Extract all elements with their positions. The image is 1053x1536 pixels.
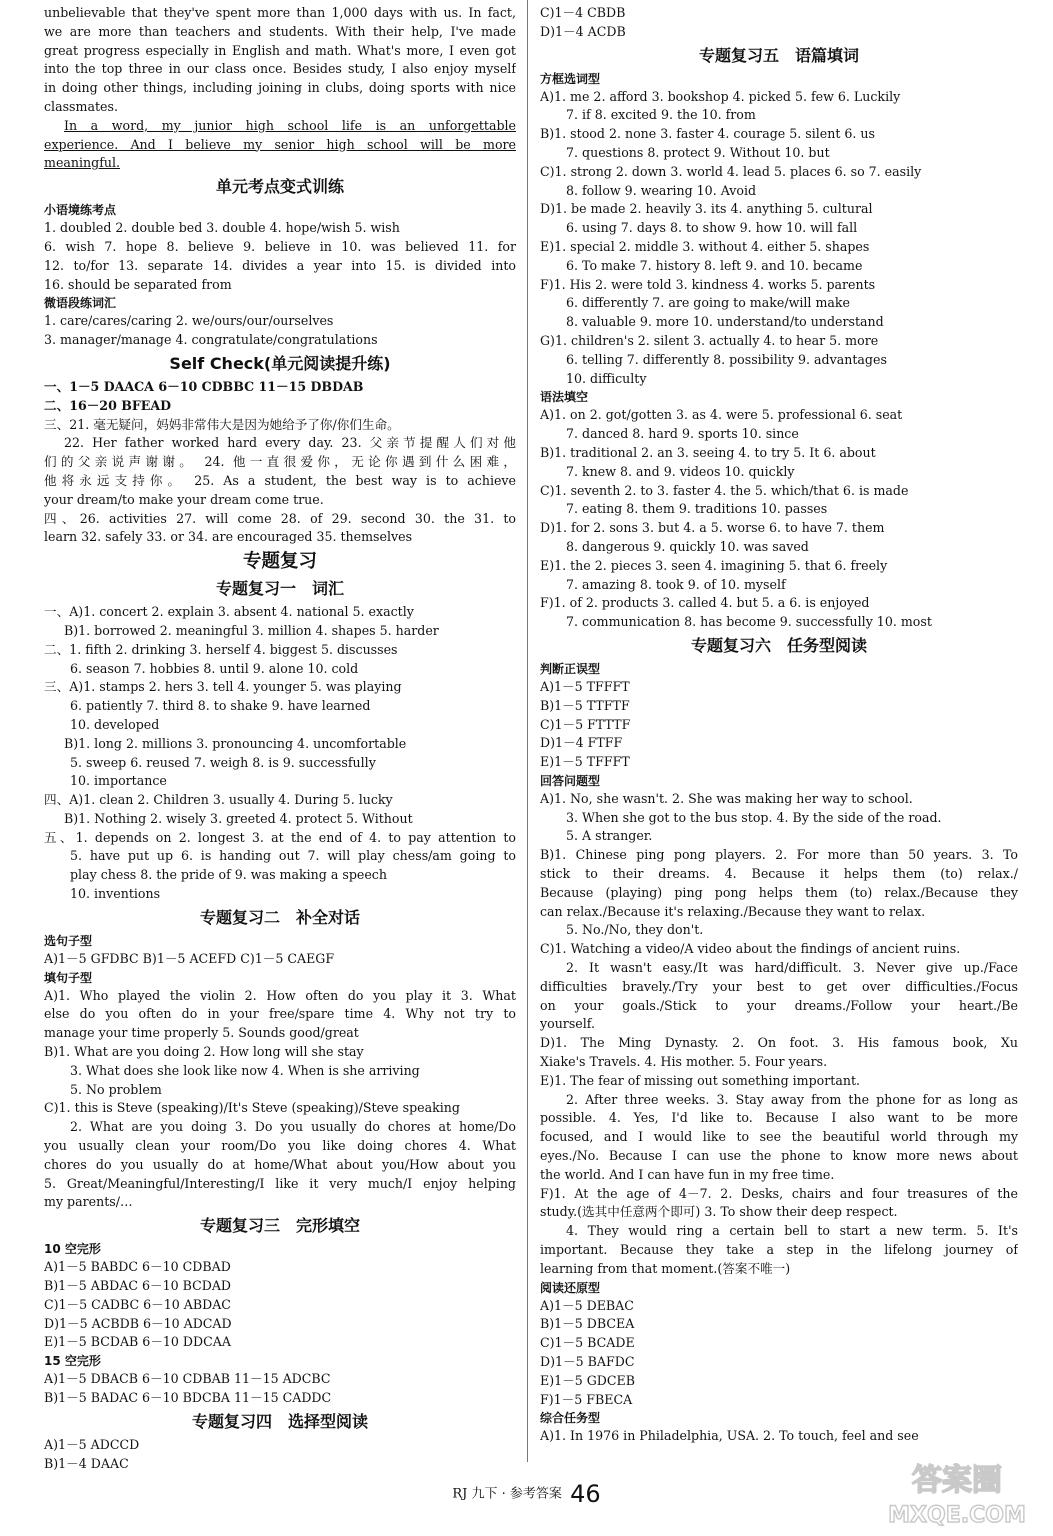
answer-line: manage your time properly 5. Sounds good/great — [44, 1025, 359, 1041]
answer-line: 2. What are you doing 3. Do you usually do chores at home/Do — [70, 1119, 516, 1135]
answer-line: 6. using 7. days 8. to show 9. how 10. will fall — [566, 220, 858, 236]
answer-line: B)1－5 BADAC 6－10 BDCBA 11－15 CADDC — [44, 1390, 332, 1406]
answer-line: F)1－5 FBECA — [540, 1391, 633, 1407]
answer-line: 1. doubled 2. double bed 3. double 4. hope/wish 5. wish — [44, 220, 400, 236]
answer-line: 7. danced 8. hard 9. sports 10. since — [566, 426, 799, 442]
answer-line: 5. No problem — [70, 1081, 162, 1097]
answer-line: 8. follow 9. wearing 10. Avoid — [566, 182, 757, 198]
answer-line: A)1. In 1976 in Philadelphia, USA. 2. To touch, feel and see — [540, 1428, 919, 1444]
answer-line: A)1－5 BABDC 6－10 CDBAD — [44, 1259, 231, 1275]
answer-line: B)1. borrowed 2. meaningful 3. million 4. shapes 5. harder — [64, 622, 439, 638]
answer-line: C)1. seventh 2. to 3. faster 4. the 5. which/that 6. is made — [540, 482, 909, 498]
answer-line: 5. A stranger. — [566, 828, 653, 844]
answer-line: possible. 4. Yes, I'd like to. Because I also want to be more — [540, 1110, 1018, 1126]
answer-line: A)1. No, she wasn't. 2. She was making her way to school. — [540, 790, 913, 806]
answer-line: 5. Great/Meaningful/Interesting/I like it very much/I enjoy helping — [44, 1175, 516, 1191]
answer-line: C)1－5 CADBC 6－10 ABDAC — [44, 1296, 231, 1312]
answer-line: important. Because they take a step in the lifelong journey of — [540, 1242, 1018, 1258]
answer-line: B)1－4 DAAC — [44, 1455, 129, 1471]
answer-line: B)1. Chinese ping pong players. 2. For more than 50 years. 3. To — [540, 847, 1018, 863]
answer-line: E)1－5 TFFFT — [540, 754, 630, 770]
answer-line: 5. sweep 6. reused 7. weigh 8. is 9. successfully — [70, 754, 376, 770]
answer-line: E)1－5 GDCEB — [540, 1372, 635, 1388]
answer-line: experience. And I believe my senior high school will be more — [44, 136, 516, 152]
answer-line: A)1. me 2. afford 3. bookshop 4. picked 5. few 6. Luckily — [540, 88, 901, 104]
answer-line: study.(选其中任意两个即可) 3. To show their deep respect. — [540, 1204, 898, 1220]
answer-line: 们的父亲说声谢谢。 24. 他一直很爱你，无论你遇到什么困难， — [44, 454, 516, 470]
answer-line: 6. differently 7. are going to make/will make — [566, 295, 850, 311]
subsection-label: 填句子型 — [44, 970, 93, 985]
answer-line: B)1－5 TTFTF — [540, 697, 630, 713]
subsection-label: 方框选词型 — [540, 71, 601, 86]
answer-line: into the top three in our class once. Besides study, I also enjoy myself — [44, 61, 516, 77]
watermark-logo — [867, 1452, 1047, 1532]
answer-line: 7. if 8. excited 9. the 10. from — [566, 107, 756, 123]
answer-line: 7. questions 8. protect 9. Without 10. but — [566, 144, 830, 160]
answer-line: 6. season 7. hobbies 8. until 9. alone 10. cold — [70, 660, 359, 676]
answer-line: 4. They would ring a certain bell to start a new term. 5. It's — [566, 1223, 1018, 1239]
subsection-label: 选句子型 — [44, 933, 93, 948]
answer-line: 3. manager/manage 4. congratulate/congratulations — [44, 332, 378, 348]
subsection-label: 判断正误型 — [540, 661, 601, 676]
answer-line: 16. should be separated from — [44, 276, 232, 292]
answer-line: B)1. Nothing 2. wisely 3. greeted 4. protect 5. Without — [64, 810, 413, 826]
subsection-label: 综合任务型 — [540, 1411, 601, 1426]
answer-line: C)1. this is Steve (speaking)/It's Steve (speaking)/Steve speaking — [44, 1100, 460, 1116]
answer-line: D)1－5 BAFDC — [540, 1354, 635, 1369]
answer-line: B)1. traditional 2. an 3. seeing 4. to try 5. It 6. about — [540, 444, 876, 460]
answer-line: 2. It wasn't easy./It was hard/difficult. 3. Never give up./Face — [566, 960, 1018, 976]
section-heading: 专题复习二 补全对话 — [199, 907, 360, 927]
answer-line: yourself. — [540, 1016, 595, 1032]
answer-line: great progress especially in English and math. What's more, I even got — [44, 42, 516, 58]
answer-line: E)1－5 BCDAB 6－10 DDCAA — [44, 1334, 231, 1350]
page-number: 46 — [570, 1480, 601, 1508]
answer-line: 1. care/cares/caring 2. we/ours/our/ourselves — [44, 313, 334, 329]
answer-line: 7. communication 8. has become 9. successfully 10. most — [566, 614, 932, 630]
answer-line: 三、A)1. stamps 2. hers 3. tell 4. younger 5. was playing — [44, 679, 402, 695]
answer-line: 10. difficulty — [566, 370, 647, 386]
svg-text:MXQE.COM: MXQE.COM — [888, 1503, 1026, 1528]
answer-line: learn 32. safely 33. or 34. are encouraged 35. themselves — [44, 529, 413, 545]
answer-line: 一、A)1. concert 2. explain 3. absent 4. national 5. exactly — [44, 604, 414, 620]
answer-line: 12. to/for 13. separate 14. divides a year into 15. is divided into — [44, 257, 516, 273]
answer-line: the world. And I can have fun in my free time. — [540, 1166, 835, 1182]
answer-line: A)1－5 GFDBC B)1－5 ACEFD C)1－5 CAEGF — [44, 950, 335, 966]
answer-line: F)1. of 2. products 3. called 4. but 5. a 6. is enjoyed — [540, 595, 870, 611]
answer-line: classmates. — [44, 98, 118, 114]
section-heading: 专题复习一 词汇 — [215, 579, 344, 599]
subsection-label: 微语段练词汇 — [44, 296, 117, 311]
answer-line: can relax./Because it's relaxing./Because they want to relax. — [540, 903, 926, 919]
answer-line: 6. patiently 7. third 8. to shake 9. have learned — [70, 698, 371, 714]
answer-line: F)1. At the age of 4－7. 2. Desks, chairs and four treasures of the — [540, 1185, 1018, 1201]
answer-line: A)1. on 2. got/gotten 3. as 4. were 5. professional 6. seat — [540, 407, 903, 423]
answer-line: unbelievable that they've spent more than 1,000 days with us. In fact, — [44, 5, 516, 20]
answer-line: else do you often do in your free/spare time 4. Why not try to — [44, 1006, 516, 1022]
section-heading: Self Check(单元阅读提升练) — [169, 353, 391, 373]
answer-line: B)1. What are you doing 2. How long will she stay — [44, 1044, 364, 1060]
answer-line: D)1. The Ming Dynasty. 2. On foot. 3. His famous book, Xu — [540, 1035, 1018, 1051]
answer-line: your dream/to make your dream come true. — [44, 491, 324, 507]
answer-line: Xiake's Travels. 4. His mother. 5. Four years. — [540, 1054, 828, 1070]
answer-line: 7. amazing 8. took 9. of 10. myself — [566, 576, 786, 592]
answer-line: C)1－5 BCADE — [540, 1335, 635, 1351]
answer-line: E)1. special 2. middle 3. without 4. either 5. shapes — [540, 238, 870, 254]
answer-line: stick to their dreams. 4. Because it helps them (to) relax./ — [540, 866, 1018, 882]
answer-line: B)1. long 2. millions 3. pronouncing 4. uncomfortable — [64, 735, 407, 751]
answer-line: 3. When she got to the bus stop. 4. By the side of the road. — [566, 809, 942, 825]
subsection-label: 小语境练考点 — [44, 203, 117, 218]
answer-line: 四、A)1. clean 2. Children 3. usually 4. During 5. lucky — [44, 792, 393, 808]
chapter-heading: 专题复习 — [242, 551, 317, 573]
answer-line: A)1－5 DEBAC — [540, 1297, 634, 1313]
answer-line: B)1－5 ABDAC 6－10 BCDAD — [44, 1278, 232, 1294]
answer-line: we are more than teachers and students. With their help, I've made — [44, 23, 516, 39]
answer-line: D)1. be made 2. heavily 3. its 4. anything 5. cultural — [540, 201, 873, 217]
answer-line: F)1. His 2. were told 3. kindness 4. works 5. parents — [540, 276, 876, 292]
footer-label: RJ 九下 · 参考答案 — [452, 1486, 562, 1502]
answer-line: In a word, my junior high school life is an unforgettable — [64, 117, 516, 133]
answer-line: A)1－5 DBACB 6－10 CDBAB 11－15 ADCBC — [44, 1371, 331, 1387]
answer-line: eyes./No. Because I can use the phone to know more news about — [540, 1148, 1018, 1164]
answer-line: C)1. strong 2. down 3. world 4. lead 5. places 6. so 7. easily — [540, 163, 922, 179]
answer-line: A)1－5 ADCCD — [44, 1436, 140, 1452]
answer-line: learning from that moment.(答案不唯一) — [540, 1260, 791, 1276]
answer-line: 10. importance — [70, 773, 167, 789]
answer-line: on your goals./Stick to your dreams./Follow your heart./Be — [540, 997, 1018, 1013]
answer-line: 5. have put up 6. is handing out 7. will play chess/am going to — [70, 848, 516, 864]
answer-line: D)1－5 ACBDB 6－10 ADCAD — [44, 1315, 232, 1331]
answer-line: A)1－5 TFFFT — [540, 678, 630, 694]
right-column — [540, 4, 1018, 1446]
answer-line: 6. telling 7. differently 8. possibility 9. advantages — [566, 351, 887, 367]
subsection-label: 阅读还原型 — [540, 1280, 601, 1295]
answer-line: D)1－4 FTFF — [540, 735, 623, 751]
answer-line: my parents/… — [44, 1194, 133, 1210]
answer-line: C)1－5 FTTTF — [540, 716, 631, 732]
answer-line: play chess 8. the pride of 9. was making a speech — [70, 867, 387, 883]
answer-line: D)1. for 2. sons 3. but 4. a 5. worse 6. to have 7. them — [540, 520, 885, 536]
answer-line: E)1. The fear of missing out something important. — [540, 1072, 861, 1088]
answer-line: 6. wish 7. hope 8. believe 9. believe in 10. was believed 11. for — [44, 238, 516, 254]
answer-line: D)1－4 ACDB — [540, 23, 626, 39]
section-heading: 专题复习四 选择型阅读 — [191, 1411, 368, 1431]
answer-line: C)1－4 CBDB — [540, 5, 626, 20]
subsection-label: 15 空完形 — [44, 1354, 101, 1369]
answer-line: 7. knew 8. and 9. videos 10. quickly — [566, 463, 795, 479]
answer-line: 他将永远支持你。 25. As a student, the best way is to achieve — [44, 472, 516, 488]
answer-line: A)1. Who played the violin 2. How often do you play it 3. What — [44, 987, 516, 1003]
answer-line: E)1. the 2. pieces 3. seen 4. imagining 5. that 6. freely — [540, 557, 888, 573]
answer-line: you usually clean your room/Do you like doing chores 4. What — [44, 1138, 516, 1154]
answer-line: B)1－5 DBCEA — [540, 1316, 635, 1332]
answer-line: chores do you usually do at home/What about you/How about you — [44, 1156, 516, 1172]
column-divider — [527, 0, 528, 1462]
answer-line: 6. To make 7. history 8. left 9. and 10. became — [566, 257, 863, 273]
subsection-label: 回答问题型 — [540, 773, 601, 788]
answer-line: B)1. stood 2. none 3. faster 4. courage 5. silent 6. us — [540, 126, 875, 142]
answer-line: 10. developed — [70, 716, 160, 732]
answer-line: focused, and I would like to see the beautiful world through my — [540, 1129, 1018, 1145]
left-column — [44, 4, 516, 1473]
answer-line: 22. Her father worked hard every day. 23. 父亲节提醒人们对他 — [64, 435, 516, 451]
answer-line: 2. After three weeks. 3. Stay away from the phone for as long as — [566, 1091, 1018, 1107]
answer-line: 三、21. 毫无疑问，妈妈非常伟大是因为她给予了你/你们生命。 — [44, 416, 400, 432]
answer-line: meaningful. — [44, 155, 121, 171]
answer-line: 二、16－20 BFEAD — [44, 397, 172, 413]
answer-line: 7. eating 8. them 9. traditions 10. passes — [566, 501, 828, 517]
answer-line: 5. No./No, they don't. — [566, 922, 704, 938]
subsection-label: 语法填空 — [540, 390, 589, 405]
answer-line: 五、1. depends on 2. longest 3. at the end of 4. to pay attention to — [44, 829, 516, 845]
section-heading: 专题复习三 完形填空 — [199, 1216, 360, 1236]
answer-line: Because (playing) ping pong helps them (to) relax./Because they — [540, 884, 1018, 900]
section-heading: 单元考点变式训练 — [215, 177, 344, 197]
answer-line: G)1. children's 2. silent 3. actually 4. to hear 5. more — [540, 332, 879, 348]
answer-line: 10. inventions — [70, 886, 161, 902]
section-heading: 专题复习六 任务型阅读 — [690, 635, 867, 655]
section-heading: 专题复习五 语篇填词 — [698, 45, 859, 65]
svg-text:答案圈: 答案圈 — [912, 1463, 1002, 1498]
answer-line: 8. dangerous 9. quickly 10. was saved — [566, 538, 809, 554]
answer-line: 一、1－5 DAACA 6－10 CDBBC 11－15 DBDAB — [44, 378, 364, 394]
answer-line: in doing other things, including joining in clubs, doing sports with nice — [44, 80, 516, 96]
answer-line: 二、1. fifth 2. drinking 3. herself 4. biggest 5. discusses — [44, 641, 398, 657]
answer-line: 四、26. activities 27. will come 28. of 29. second 30. the 31. to — [44, 510, 516, 526]
answer-line: difficulties bravely./Try your best to get over difficulties./Focus — [540, 978, 1018, 994]
answer-line: 3. What does she look like now 4. When is she arriving — [70, 1062, 420, 1078]
answer-line: C)1. Watching a video/A video about the findings of ancient ruins. — [540, 941, 961, 957]
answer-line: 8. valuable 9. more 10. understand/to understand — [566, 314, 884, 330]
subsection-label: 10 空完形 — [44, 1242, 101, 1257]
